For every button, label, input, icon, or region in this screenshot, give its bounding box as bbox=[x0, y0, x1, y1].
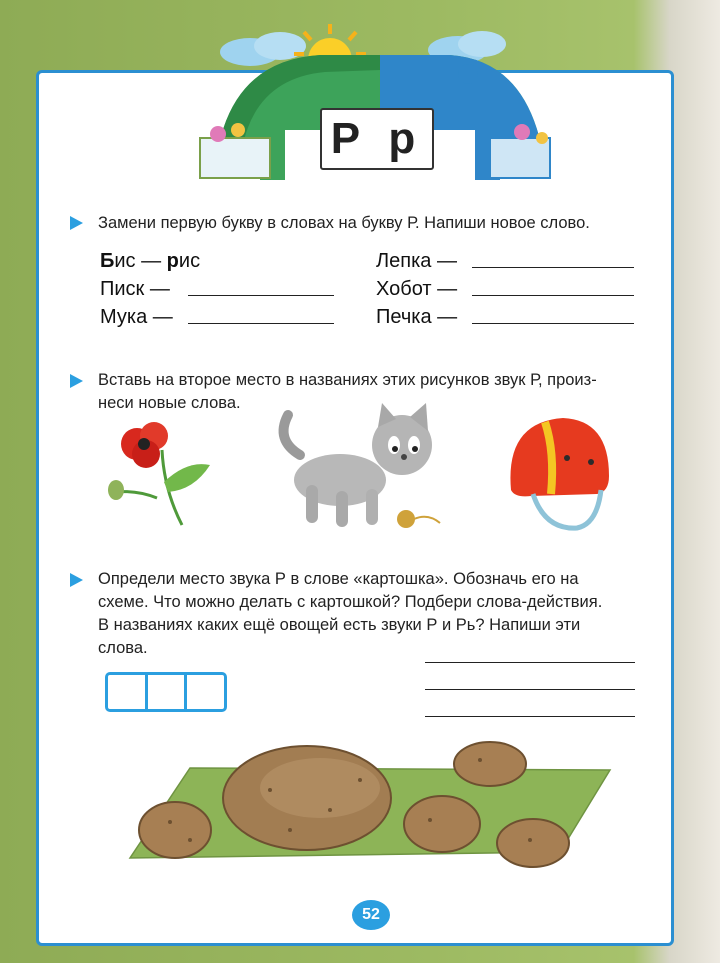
helmet-icon bbox=[505, 412, 615, 537]
scheme-cell[interactable] bbox=[108, 675, 148, 709]
answer-line[interactable] bbox=[425, 716, 635, 717]
task3-line: Определи место звука Р в слове «картошка». Обозначь его на bbox=[98, 570, 579, 588]
task3-line: В названиях каких ещё овощей есть звуки Р и Рь? Напиши эти bbox=[98, 616, 581, 634]
cat-with-yarn-icon bbox=[270, 405, 450, 535]
word-label: Писк — bbox=[100, 278, 170, 300]
task3-line: слова. bbox=[98, 639, 148, 657]
example-answer-letter: р bbox=[166, 250, 179, 272]
task-arrow-icon bbox=[70, 216, 83, 230]
word-item bbox=[376, 250, 457, 273]
word-label: Лепка — bbox=[376, 250, 457, 272]
answer-line[interactable] bbox=[425, 689, 635, 690]
task2-line: неси новые слова. bbox=[98, 394, 241, 412]
answer-line[interactable] bbox=[472, 323, 634, 324]
example-word bbox=[100, 250, 200, 273]
task2-line: Вставь на второе место в названиях этих рисунков звук Р, произ- bbox=[98, 371, 597, 389]
sound-scheme[interactable] bbox=[105, 672, 227, 712]
page-number: 52 bbox=[350, 898, 392, 932]
word-item bbox=[376, 278, 457, 301]
task-arrow-icon bbox=[70, 374, 83, 388]
scheme-cell[interactable] bbox=[148, 675, 188, 709]
scheme-cell[interactable] bbox=[187, 675, 224, 709]
answer-line[interactable] bbox=[472, 295, 634, 296]
potatoes-illustration bbox=[130, 740, 610, 870]
word-item bbox=[100, 278, 170, 301]
word-label: Хобот — bbox=[376, 278, 458, 300]
example-answer-rest: ис bbox=[178, 250, 201, 272]
word-label: Печка — bbox=[376, 306, 458, 328]
answer-line[interactable] bbox=[425, 662, 635, 663]
poppy-flower-icon bbox=[102, 420, 212, 530]
word-item bbox=[376, 306, 457, 329]
answer-line[interactable] bbox=[472, 267, 634, 268]
word-label: Мука — bbox=[100, 306, 173, 328]
example-rest: ис — bbox=[114, 250, 167, 272]
example-first-letter: Б bbox=[100, 250, 115, 272]
word-item bbox=[100, 306, 173, 329]
task-arrow-icon bbox=[70, 573, 83, 587]
answer-line[interactable] bbox=[188, 323, 334, 324]
letter-title: Р р bbox=[320, 108, 434, 170]
task1-instruction: Замени первую букву в словах на букву Р. Напиши новое слово. bbox=[98, 214, 590, 232]
task3-line: схеме. Что можно делать с картошкой? Подбери слова-действия. bbox=[98, 593, 603, 611]
answer-line[interactable] bbox=[188, 295, 334, 296]
task3-instruction bbox=[98, 568, 658, 660]
